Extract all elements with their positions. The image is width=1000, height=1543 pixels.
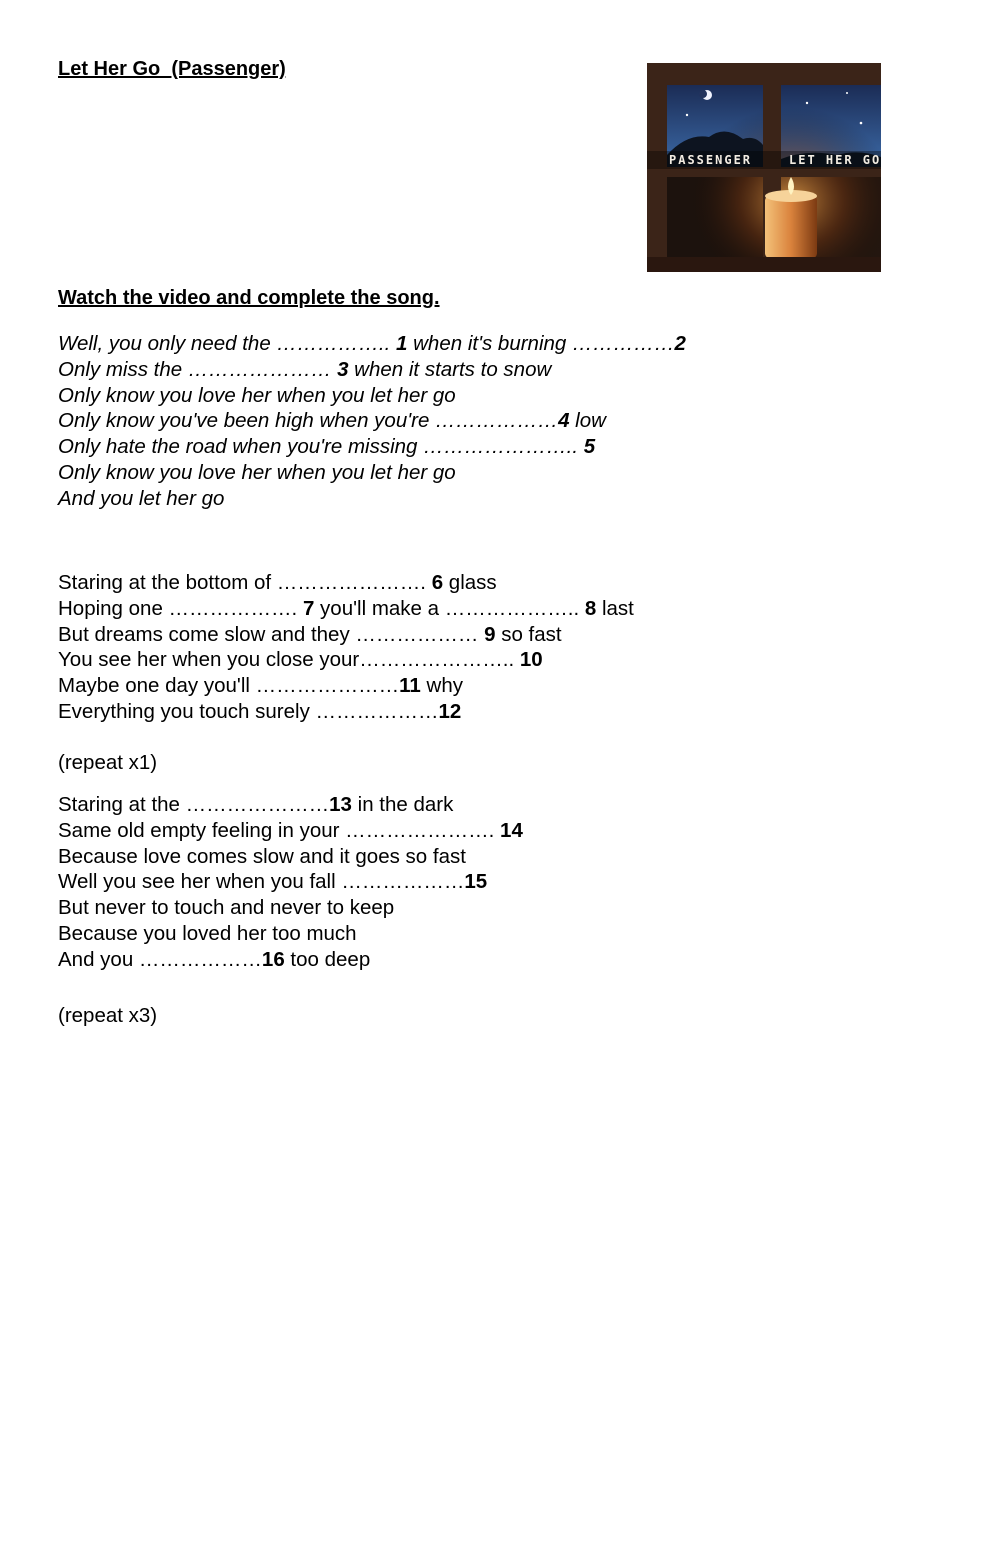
blank-number: 3 [337,357,349,381]
lyric-text: Only know you love her when you let her go [58,460,456,484]
instruction-heading: Watch the video and complete the song. [58,287,440,309]
lyric-line [58,460,686,486]
lyric-text: low [569,409,606,433]
blank-number: 8 [584,596,597,620]
lyric-line [58,844,523,870]
album-cover-image [647,63,881,272]
blank-number: 7 [302,596,315,620]
lyric-line [58,331,686,357]
lyric-text: Hoping one ………………. [58,596,303,620]
lyric-line [58,383,686,409]
lyric-text: when it's burning …………… [407,332,675,355]
lyric-text: when it starts to snow [348,357,552,381]
lyric-line [58,622,634,648]
blank-number: 12 [438,699,462,723]
lyric-text: Only know you've been high when you're ……………… [58,409,559,433]
blank-number: 6 [431,571,444,594]
lyric-text: Same old empty feeling in your …………………. [58,818,501,842]
lyric-text: Everything you touch surely ……………… [58,699,439,723]
blank-number: 1 [396,332,408,355]
lyric-text: you'll make a ……………….. [314,596,585,620]
lyric-line [58,869,523,895]
stanza-chorus [58,331,686,512]
lyric-text: But never to touch and never to keep [58,896,395,920]
blank-number: 5 [583,435,596,459]
lyric-line [58,570,634,596]
repeat-note: (repeat x3) [58,1004,158,1027]
lyric-line [58,792,523,818]
blank-number: 13 [329,793,352,816]
lyric-line [58,434,686,460]
blank-number: 2 [674,332,686,355]
lyric-text: Only hate the road when you're missing ………………….. [58,435,584,459]
lyric-line [58,673,634,699]
lyric-text: You see her when you close your………………….. [58,648,520,672]
worksheet-title: Let Her Go (Passenger) [58,58,286,80]
blank-number: 14 [500,818,523,842]
lyric-line [58,818,523,844]
blank-number: 10 [519,648,543,672]
lyric-line [58,486,686,512]
lyric-text: in the dark [351,793,454,816]
stanza-verse-1 [58,570,634,725]
lyric-text: glass [443,571,497,594]
lyric-text: Well you see her when you fall ……………… [58,870,465,894]
lyric-text: Well, you only need the …………….. [58,332,397,355]
lyric-text: Only miss the ………………… [58,357,338,381]
lyric-line [58,947,523,973]
lyric-text: Only know you love her when you let her go [58,383,456,407]
svg-text:LET HER GO: LET HER GO [789,153,881,167]
lyric-line [58,699,634,725]
lyric-text: But dreams come slow and they ……………… [58,622,485,646]
blank-number: 15 [464,870,488,894]
lyric-text: why [420,674,463,698]
blank-number: 11 [399,674,421,698]
lyric-line [58,895,523,921]
lyric-line [58,647,634,673]
lyric-line [58,921,523,947]
blank-number: 9 [484,622,496,646]
lyric-text: Maybe one day you'll ………………… [58,674,400,698]
lyric-text: so fast [495,622,562,646]
lyric-line [58,408,686,434]
lyric-text: Because love comes slow and it goes so fast [58,844,466,868]
lyric-line [58,596,634,622]
stanza-verse-2 [58,792,523,973]
blank-number: 16 [261,947,285,971]
lyric-text: Because you loved her too much [58,921,357,945]
lyric-text: last [596,596,634,620]
blank-number: 4 [558,409,570,433]
svg-text:PASSENGER: PASSENGER [669,153,753,167]
lyric-text: And you let her go [58,486,225,510]
lyric-text: And you ……………… [58,947,262,971]
lyric-text: Staring at the ………………… [58,793,330,816]
repeat-note: (repeat x1) [58,751,158,774]
lyric-text: Staring at the bottom of …………………. [58,571,432,594]
lyric-line [58,357,686,383]
lyric-text: too deep [284,947,371,971]
